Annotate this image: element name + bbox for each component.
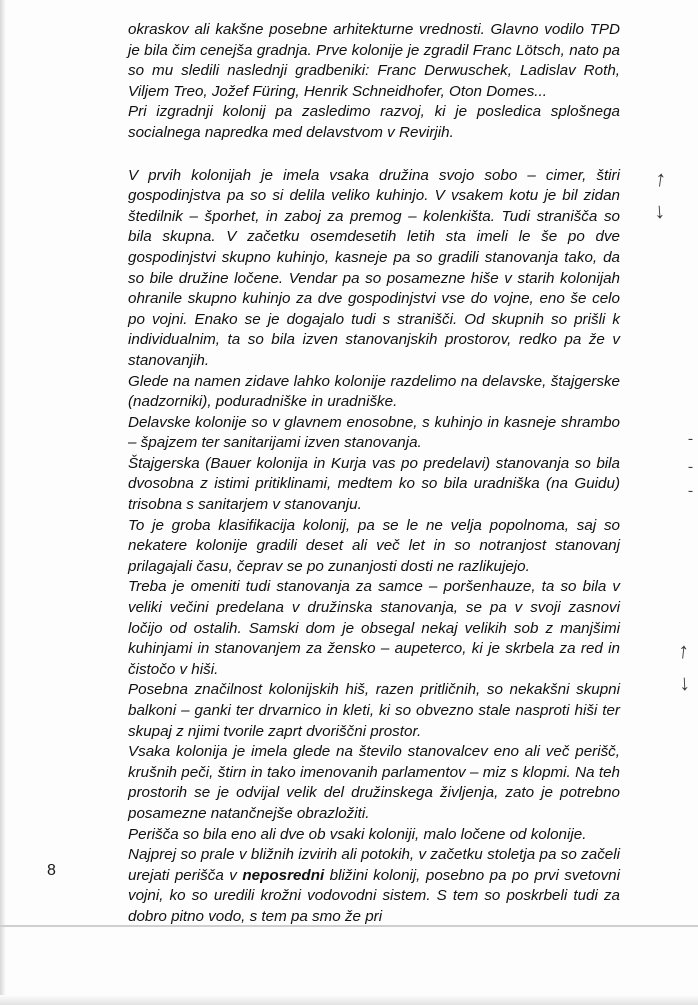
paragraph-10: Vsaka kolonija je imela glede na število stanovalcev eno ali več perišč, krušnih peči, štirn in tako imenovanih parlamentov – miz s klopmi. Na teh prostorih se je odvijal velik del družinskega življenja, zato je potrebno posamezne natančnejše obrazložiti.: [128, 743, 620, 822]
margin-mark-icon: -: [688, 431, 693, 447]
paragraph-9: Posebna značilnost kolonijskih hiš, razen pritličnih, so nekakšni skupni balkoni – ganki ter drvarnico in kleti, ki so obvezno stale nasproti hiši ter skupaj z njimi tvorile zaprt dvoriščni prostor.: [128, 681, 620, 740]
margin-mark-icon: ↓: [678, 669, 691, 696]
paragraph-12-suffix: bližini kolonij, posebno pa po prvi svetovni vojni, ko so uredili krožni vodovodni sistem. S tem so poskrbeli tudi za dobro pitno vodo, s tem pa smo že pri: [128, 866, 621, 925]
paragraph-4: Glede na namen zidave lahko kolonije razdelimo na delavske, štajgerske (nadzorniki), poduradniške in uradniške.: [128, 372, 620, 411]
paragraph-12: [128, 845, 620, 927]
page-number: 8: [47, 862, 56, 879]
paragraph-12-prefix: Najprej so prale v bližnih izvirih ali potokih, v začetku stoletja pa so začeli urejati perišča v: [128, 846, 620, 884]
paragraph-6: Štajgerska (Bauer kolonija in Kurja vas po predelavi) stanovanja so bila dvosobna z istimi pritiklinami, medtem ko so bila uradniška (na Guidu) trisobna s sanitarjem v stanovanju.: [128, 454, 620, 514]
paragraph-7: To je groba klasifikacija kolonij, pa se le ne velja popolnoma, saj so nekatere kolonije gradili deset ali več let in so notranjost stanovanj prilagajali času, čeprav se po zunanjosti dosti ne razlikujejo.: [128, 516, 620, 575]
body-text-column: [128, 20, 620, 928]
margin-mark-icon: -: [688, 459, 693, 475]
paragraph-5: Delavske kolonije so v glavnem enosobne, s kuhinjo in kasneje shrambo – špajzem ter sanitarijami izven stanovanja.: [128, 413, 620, 452]
margin-mark-icon: ↑: [653, 165, 668, 192]
margin-mark-icon: -: [688, 483, 693, 499]
paragraph-1: okraskov ali kakšne posebne arhitekturne vrednosti. Glavno vodilo TPD je bila čim cenejša gradnja. Prve kolonije je zgradil Franc Lötsch, nato pa so mu sledili naslednji gradbeniki: Franc Derwuschek, Ladislav Roth, Viljem Treo, Jožef Füring, Henrik Schneidhofer, Oton Domes...: [128, 21, 620, 100]
scan-edge-bottom: [0, 995, 698, 1005]
paragraph-3: V prvih kolonijah je imela vsaka družina svojo sobo – cimer, štiri gospodinjstva pa so si delila veliko kuhinjo. V vsakem kotu je bil zidan štedilnik – šporhet, in zaboj za premog – kolenkišta. Tudi stranišča so bila skupna. V začetku osemdesetih letih sta imeli le še po dve gospodinjstvi skupno kuhinjo, kasneje pa so gradili stanovanja tako, da so bile družine ločene. Vendar pa so posamezne hiše v starih kolonijah ohranile skupno kuhinjo za dve gospodinjstvi vse do vojne, eno še celo po vojni. Enako se je dogajalo tudi s stranišči. Od skupnih so prišli k individualnim, ta so bila izven stanovanjskih prostorov, redko pa že v stanovanjih.: [128, 166, 620, 369]
paragraph-8: Treba je omeniti tudi stanovanja za samce – poršenhauze, ta so bila v veliki večini predelana v družinska stanovanja, se pa v svoji zasnovi ločijo od ostalih. Samski dom je obsegal nekaj velikih sob z manjšimi kuhinjami in stanovanjem za žensko – aupeterco, ki je skrbela za red in čistočo v hiši.: [128, 578, 620, 678]
paragraph-2: Pri izgradnji kolonij pa zasledimo razvoj, ki je posledica splošnega socialnega napredka med delavstvom v Revirjih.: [128, 103, 620, 141]
paragraph-12-emphasis: neposredni: [242, 866, 325, 884]
scan-edge-left: [0, 0, 6, 1005]
paragraph-11: Perišča so bila eno ali dve ob vsaki koloniji, malo ločene od kolonije.: [128, 825, 587, 843]
margin-mark-icon: ↑: [676, 637, 691, 664]
margin-mark-icon: ↓: [653, 197, 666, 224]
